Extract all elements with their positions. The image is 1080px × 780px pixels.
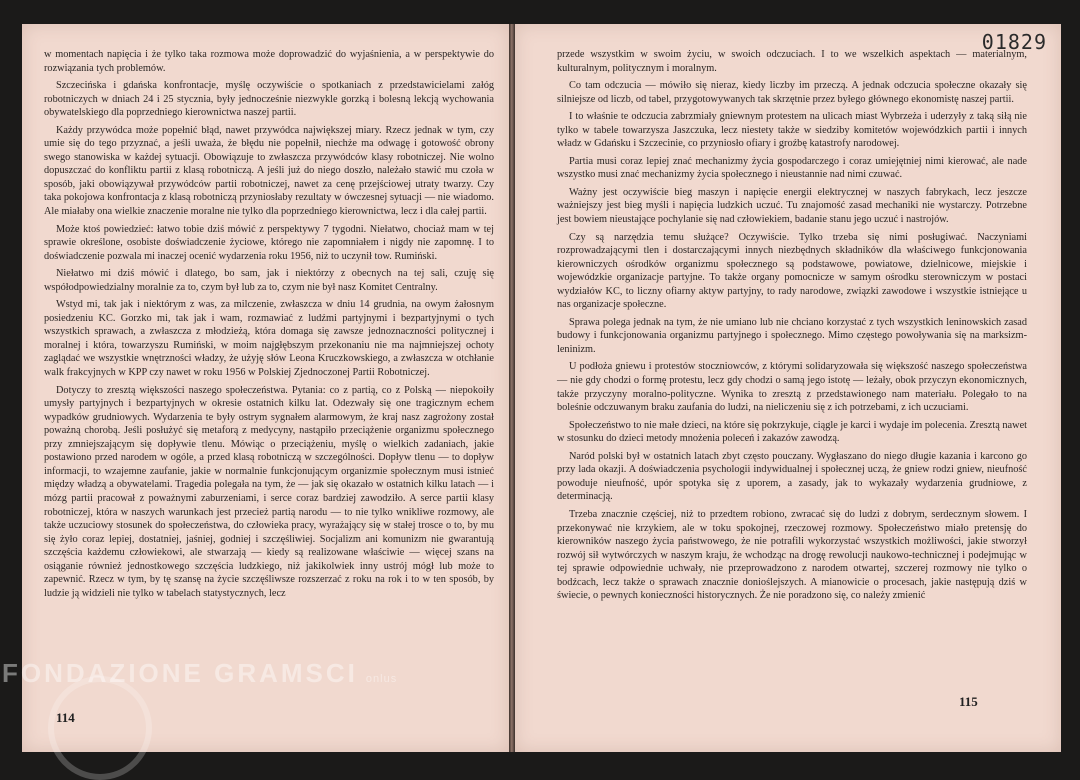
- paragraph: Czy są narzędzia temu służące? Oczywiście. Tylko trzeba się nimi posługiwać. Naczyniami rozprowadzającymi tlen i dostarczającymi innych niezbędnych składników dla właściwego funkcjonowania kierowniczych ośrodków organizmu społecznego są podstawowe, powiatowe, dzielnicowe, miejskie i wojewódzkie organizacje partyjne. To także organy pomocnicze w samym ośrodku sterowniczym w postaci wydziałów KC, to liczny ofiarny aktyw partyjny, to rady narodowe, związki zawodowe i wszystkie istniejące u nas organizacje społeczne.: [557, 231, 1027, 311]
- paragraph: Trzeba znacznie częściej, niż to przedtem robiono, zwracać się do ludzi z dobrym, serdecznym słowem. I przekonywać nie krzykiem, ale w toku spokojnej, rzeczowej rozmowy. Społeczeństwo miało pretensję do kierowników naszego życia państwowego, że nie potrafili wykorzystać wszystkich możliwości, jakie stworzył rozwój sił wytwórczych w naszym kraju, że wchodząc na drogę rewolucji naukowo-technicznej i podejmując w tej sprawie odpowiednie uchwały, nie przeprowadzono z narodem otwartej, szczerej rozmowy nie tylko o bodźcach, lecz także o sprawach znacznie donioślejszych. A mianowicie o procesach, jakie następują dziś w świecie, o pewnych konieczności historycznych. Że nie poradzono się, co należy zmienić: [557, 508, 1027, 602]
- paragraph: Partia musi coraz lepiej znać mechanizmy życia gospodarczego i coraz umiejętniej nimi kierować, ale nade wszystko musi znać mechanizmy życia społecznego i nieustannie nad nimi czuwać.: [557, 155, 1027, 181]
- paragraph: Wstyd mi, tak jak i niektórym z was, za milczenie, zwłaszcza w dniu 14 grudnia, na owym żałosnym posiedzeniu KC. Gorzko mi, tak jak i wam, rozmawiać z ludźmi partyjnymi i bezpartyjnymi o tych wszystkich sprawach, a zwłaszcza z młodzieżą, która domaga się zawsze jednoznaczności politycznej i moralnej i która, towarzyszu Rumiński, w moim najgłębszym przekonaniu nie ma najmniejszej ochoty zaglądać we wszystkie wnętrzności władzy, że użyję słów Leona Kruczkowskiego, a zwłaszcza w otchłanie walk frakcyjnych w KPP czy nawet w roku 1956 w Polskiej Zjednoczonej Partii Robotniczej.: [44, 299, 494, 379]
- paragraph: przede wszystkim w swoim życiu, w swoich odczuciach. I to we wszelkich aspektach — materialnym, kulturalnym, politycznym i moralnym.: [557, 49, 1027, 74]
- paragraph: I to właśnie te odczucia zabrzmiały gniewnym protestem na ulicach miast Wybrzeża i uderzyły z taką siłą nie tylko w tabele towarzysza Jaszczuka, lecz niestety także w siedziby komitetów wojewódzkich partii i innych władz w Gdańsku i Szczecinie, co przyniosło ofiary i groźbę katastrofy narodowej.: [557, 111, 1027, 150]
- paragraph: Każdy przywódca może popełnić błąd, nawet przywódca największej miary. Rzecz jednak w tym, czy umie się do tego przyznać, a jeśli uważa, że błędu nie popełnił, niechże ma odwagę i gotowość obrony swego stanowiska w każdej sytuacji. Obowiązuje to zwłaszcza przywódców klasy robotniczej. Nie wolno dopuszczać do konfliktu partii z klasą robotniczą. A jeśli już do niego doszło, należało stawić mu czoła w sposób, jaki obowiązywał przywódców partii robotniczej, nawet za cenę przejściowej utraty twarzy. Czy taka pokojowa konfrontacja z klasą robotniczą przyniosłaby rezultaty w ówczesnej sytuacji — nie wiadomo. Ale miałaby ona wielkie znaczenie moralne nie tylko dla poprzedniego kierownictwa, lecz i dla całej partii.: [44, 124, 494, 218]
- archive-number: 01829: [981, 30, 1047, 54]
- right-page-text: [557, 48, 1027, 607]
- paragraph: Ważny jest oczywiście bieg maszyn i napięcie energii elektrycznej w naszych fabrykach, lecz jeszcze ważniejszy jest bieg myśli i napięcia ludzkich uczuć. Tu znajomość zasad mechaniki nie wystarczy. Potrzebne jest bowiem nieustające pochylanie się nad człowiekiem, badanie stanu jego uczuć i nastrojów.: [557, 186, 1027, 226]
- watermark-text: FONDAZIONE GRAMSCI: [2, 658, 358, 688]
- left-page: [22, 24, 509, 752]
- paragraph: Szczecińska i gdańska konfrontacje, myślę oczywiście o spotkaniach z przedstawicielami załóg robotniczych w dniach 24 i 25 stycznia, były jednocześnie niezwykle gorzką i bolesną lekcją wychowania obywatelskiego dla poprzedniego kierownictwa naszej partii.: [44, 80, 494, 119]
- page-number: 114: [56, 710, 75, 725]
- left-page-text: [44, 48, 494, 604]
- paragraph: w momentach napięcia i że tylko taka rozmowa może doprowadzić do wyjaśnienia, a w perspektywie do rozwiązania tych problemów.: [44, 49, 494, 74]
- paragraph: Co tam odczucia — mówiło się nieraz, kiedy liczby im przeczą. A jednak odczucia społeczne okazały się silniejsze od liczb, od tabel, przygotowywanych tak skrzętnie przez byłego głównego ekonomistę naszej partii.: [557, 80, 1027, 105]
- paragraph: U podłoża gniewu i protestów stoczniowców, z którymi solidaryzowała się większość naszego społeczeństwa — nie gdy chodzi o formę protestu, lecz gdy chodzi o samą jego istotę — leżały, obok przyczyn ekonomicznych, także przyczyny moralno-polityczne. Wynika to zresztą z przedstawionego nam materiału. Polegało to na boleśnie odczuwanym braku zaufania do ludzi, na nieliczeniu się z ich potrzebami, z ich uczuciami.: [557, 361, 1027, 414]
- paragraph: Dotyczy to zresztą większości naszego społeczeństwa. Pytania: co z partią, co z Polską — niepokoiły umysły partyjnych i bezpartyjnych w okresie ostatnich kilku lat. Odezwały się one tragicznym echem wypadków grudniowych. Wydarzenia te były ostrym sygnałem alarmowym, że kraj nasz zagrożony został poważną chorobą. Jeśli posłużyć się metaforą z medycyny, nastąpiło przeciążenie organizmu społecznego przy zmniejszającym się dopływie tlenu. Mówiąc o przeciążeniu, myślę o wielkich zadaniach, jakie postawiono przed narodem w ogóle, a przed klasą robotniczą w szczególności. Dopływ tlenu — to dopływ informacji, to wzajemne zaufanie, jakie w normalnie funkcjonującym organizmie społecznym musi istnieć między władzą a obywatelami. Tragedia polegała na tym, że — jak się okazało w ostatnich kilku latach — i mózg partii pracował z poważnymi zaburzeniami, i serce coraz bardziej zawodziło. A serce partii klasy robotniczej, która w naszych warunkach jest przecież partią narodu — to nie tylko wnikliwe rozmowy, ale także uczuciowy stosunek do społeczeństwa, do człowieka pracy, wyrażający się w stałej trosce o to, by mu się żyło coraz lepiej, dostatniej, jaśniej, godniej i szczęśliwiej. Socjalizm ani komunizm nie gwarantują szczęścia każdemu człowiekowi, ale stwarzają — kiedy są realizowane właściwie — więcej szans na osiąganie również jednostkowego szczęścia ludzkiego, niż jakikolwiek inny ustrój mógł lub może to zapewnić. Rzecz w tym, by tę szansę na życie szczęśliwsze rozszerzać z roku na rok i to w ten sposób, by ludzie ją widzieli nie tylko w tabelach statystycznych, lecz: [44, 384, 494, 599]
- paragraph: Społeczeństwo to nie małe dzieci, na które się pokrzykuje, ciągle je karci i wydaje im polecenia. Zresztą nawet w stosunku do dzieci metody mnożenia poleceń i zakazów zawodzą.: [557, 419, 1027, 445]
- paragraph: Naród polski był w ostatnich latach zbyt często pouczany. Wygłaszano do niego długie kazania i karcono go przy lada okazji. A doświadczenia psychologii indywidualnej i społecznej uczą, że gniew rodzi gniew, nieufność powoduje nieufność, upór spotyka się z uporem, a zasady, jak to wykazały wydarzenia grudniowe, z determinacją.: [557, 450, 1027, 503]
- paragraph: Sprawa polega jednak na tym, że nie umiano lub nie chciano korzystać z tych wszystkich leninowskich zasad budowy i funkcjonowania organizmu partyjnego i społecznego. Mimo częstego powoływania się na marksizm-leninizm.: [557, 316, 1027, 355]
- paragraph: Niełatwo mi dziś mówić i dlatego, bo sam, jak i niektórzy z obecnych na tej sali, czuję się współodpowiedzialny moralnie za to, czym był lub za to, czym nie był nasz Komitet Centralny.: [44, 268, 494, 293]
- watermark-suffix: onlus: [365, 673, 398, 685]
- page-number: 115: [959, 694, 978, 709]
- paragraph: Może ktoś powiedzieć: łatwo tobie dziś mówić z perspektywy 7 tygodni. Niełatwo, chociaż mam w tej sprawie określone, osobiste doświadczenie życiowe, którego nie zapomniałem i nigdy nie zapomnę. I to doświadczenie pozwala mi inaczej ocenić wydarzenia roku 1956, niż to uczynił tow. Rumiński.: [44, 223, 494, 262]
- right-page: [515, 24, 1061, 752]
